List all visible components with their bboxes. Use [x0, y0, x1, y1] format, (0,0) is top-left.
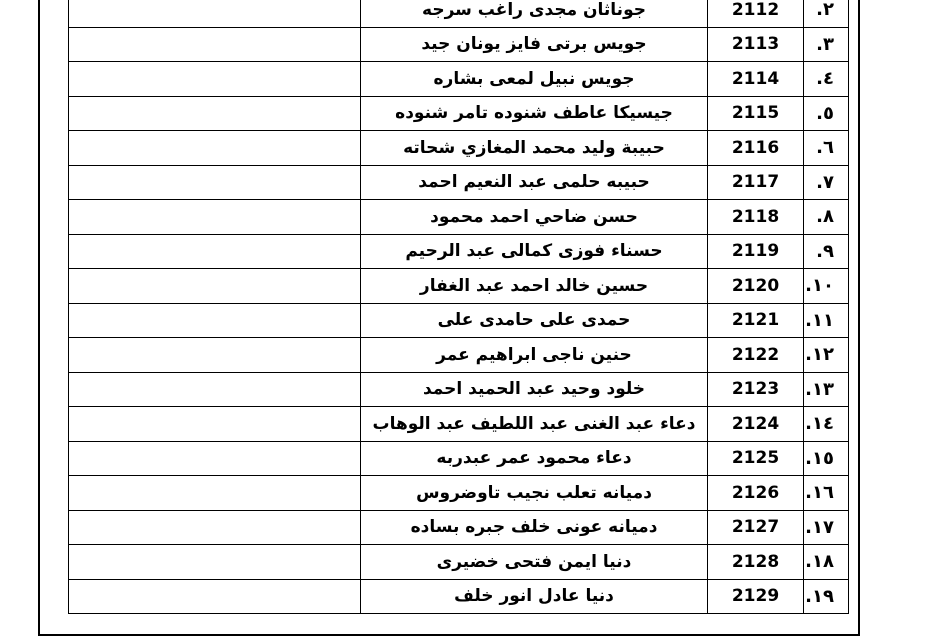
student-id-cell: 2117	[708, 165, 804, 200]
student-id-cell: 2118	[708, 200, 804, 235]
row-number-cell: ٧.	[804, 165, 849, 200]
student-id-cell: 2124	[708, 407, 804, 442]
empty-cell	[69, 131, 361, 166]
table-row	[69, 579, 849, 614]
student-name-cell: دميانه عونى خلف جبره بساده	[361, 510, 708, 545]
row-number-cell: ٩.	[804, 234, 849, 269]
row-number-cell: ١٣.	[804, 372, 849, 407]
table-row	[69, 407, 849, 442]
row-number-cell: ١٩.	[804, 579, 849, 614]
row-number-cell: ١٠.	[804, 269, 849, 304]
student-id-cell: 2127	[708, 510, 804, 545]
student-name-cell: حمدى على حامدى على	[361, 303, 708, 338]
table-row	[69, 27, 849, 62]
student-name-cell: دعاء محمود عمر عبدربه	[361, 441, 708, 476]
empty-cell	[69, 372, 361, 407]
table-row	[69, 200, 849, 235]
student-name-cell: خلود وحيد عبد الحميد احمد	[361, 372, 708, 407]
student-id-cell: 2114	[708, 62, 804, 97]
student-id-cell: 2121	[708, 303, 804, 338]
student-id-cell: 2126	[708, 476, 804, 511]
row-number-cell: ١٨.	[804, 545, 849, 580]
row-number-cell: ١٥.	[804, 441, 849, 476]
empty-cell	[69, 579, 361, 614]
table-row	[69, 269, 849, 304]
empty-cell	[69, 510, 361, 545]
empty-cell	[69, 165, 361, 200]
table-row	[69, 62, 849, 97]
row-number-cell: ١١.	[804, 303, 849, 338]
empty-cell	[69, 407, 361, 442]
row-number-cell: ٣.	[804, 27, 849, 62]
student-id-cell: 2120	[708, 269, 804, 304]
student-name-cell: دميانه تعلب نجيب تاوضروس	[361, 476, 708, 511]
row-number-cell: ٤.	[804, 62, 849, 97]
table-row	[69, 372, 849, 407]
student-id-cell: 2115	[708, 96, 804, 131]
row-number-cell: ١٦.	[804, 476, 849, 511]
table-row	[69, 234, 849, 269]
table-row	[69, 0, 849, 27]
empty-cell	[69, 27, 361, 62]
student-id-cell: 2129	[708, 579, 804, 614]
student-name-cell: جيسيكا عاطف شنوده تامر شنوده	[361, 96, 708, 131]
student-roster-table	[68, 0, 849, 614]
row-number-cell: ٢.	[804, 0, 849, 27]
student-id-cell: 2122	[708, 338, 804, 373]
student-id-cell: 2123	[708, 372, 804, 407]
student-id-cell: 2116	[708, 131, 804, 166]
student-name-cell: دنيا عادل انور خلف	[361, 579, 708, 614]
empty-cell	[69, 0, 361, 27]
empty-cell	[69, 545, 361, 580]
student-id-cell: 2119	[708, 234, 804, 269]
row-number-cell: ٦.	[804, 131, 849, 166]
student-name-cell: حسين خالد احمد عبد الغفار	[361, 269, 708, 304]
table-row	[69, 131, 849, 166]
row-number-cell: ١٢.	[804, 338, 849, 373]
student-id-cell: 2125	[708, 441, 804, 476]
row-number-cell: ١٧.	[804, 510, 849, 545]
table-row	[69, 338, 849, 373]
student-id-cell: 2113	[708, 27, 804, 62]
table-row	[69, 545, 849, 580]
student-name-cell: حبيبه حلمى عبد النعيم احمد	[361, 165, 708, 200]
student-name-cell: حسناء فوزى كمالى عبد الرحيم	[361, 234, 708, 269]
empty-cell	[69, 303, 361, 338]
table-row	[69, 476, 849, 511]
student-name-cell: جويس نبيل لمعى بشاره	[361, 62, 708, 97]
student-name-cell: حنين ناجى ابراهيم عمر	[361, 338, 708, 373]
student-id-cell: 2128	[708, 545, 804, 580]
table-row	[69, 303, 849, 338]
student-name-cell: حسن ضاحي احمد محمود	[361, 200, 708, 235]
empty-cell	[69, 200, 361, 235]
row-number-cell: ٨.	[804, 200, 849, 235]
student-name-cell: دنيا ايمن فتحى خضيرى	[361, 545, 708, 580]
table-row	[69, 96, 849, 131]
table-row	[69, 165, 849, 200]
empty-cell	[69, 476, 361, 511]
student-name-cell: جوناثان مجدى راغب سرجه	[361, 0, 708, 27]
empty-cell	[69, 269, 361, 304]
empty-cell	[69, 441, 361, 476]
empty-cell	[69, 62, 361, 97]
table-row	[69, 441, 849, 476]
student-name-cell: حبيبة وليد محمد المغازي شحاته	[361, 131, 708, 166]
row-number-cell: ١٤.	[804, 407, 849, 442]
empty-cell	[69, 96, 361, 131]
student-name-cell: جويس برتى فايز يونان جيد	[361, 27, 708, 62]
row-number-cell: ٥.	[804, 96, 849, 131]
empty-cell	[69, 338, 361, 373]
empty-cell	[69, 234, 361, 269]
student-name-cell: دعاء عبد الغنى عبد اللطيف عبد الوهاب	[361, 407, 708, 442]
student-id-cell: 2112	[708, 0, 804, 27]
table-row	[69, 510, 849, 545]
roster-body	[69, 0, 849, 614]
